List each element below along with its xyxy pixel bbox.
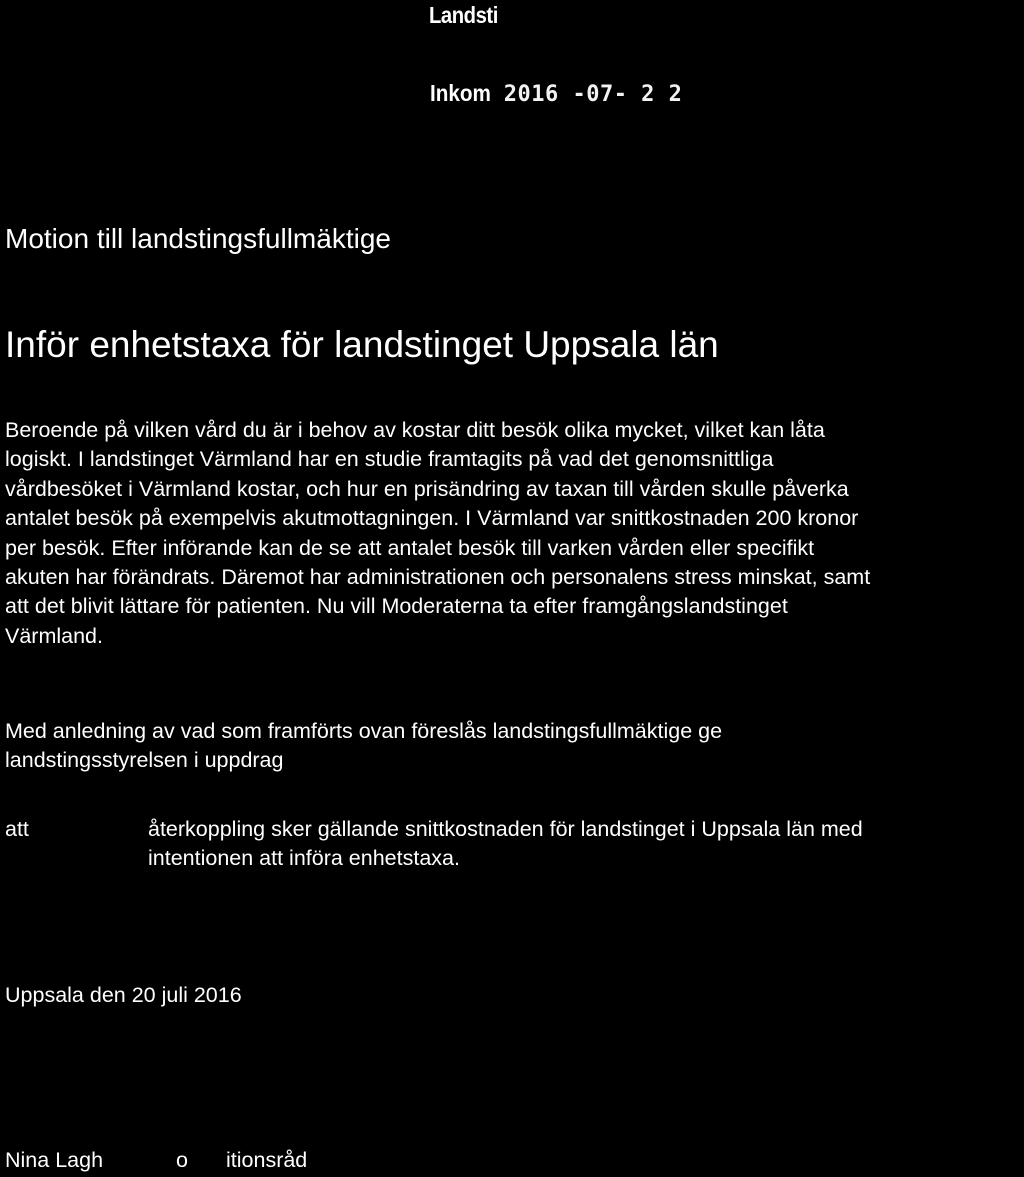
body-line: Beroende på vilken vård du är i behov av kostar ditt besök olika mycket, vilket kan låta	[5, 418, 825, 442]
body-line: antalet besök på exempelvis akutmottagningen. I Värmland var snittkostnaden 200 kronor	[5, 506, 859, 531]
request-paragraph	[5, 717, 722, 776]
body-line: per besök. Efter införande kan de se att antalet besök till varken vården eller specifikt	[5, 535, 815, 560]
request-line: landstingsstyrelsen i uppdrag	[5, 748, 284, 773]
body-line: logiskt. I landstinget Värmland har en studie framtagits på vad det genomsnittliga	[5, 447, 774, 472]
signature-line	[5, 1148, 307, 1173]
body-line: Värmland.	[5, 623, 103, 648]
request-line: Med anledning av vad som framförts ovan föreslås landstingsfullmäktige ge	[5, 719, 723, 743]
received-date: 2016 -07- 2 2	[503, 82, 683, 107]
registry-stamp-organization: Landsti	[429, 2, 498, 28]
att-clause-line: intentionen att införa enhetstaxa.	[148, 846, 460, 871]
body-line: akuten har förändrats. Däremot har administrationen och personalens stress minskat, samt	[5, 565, 871, 590]
registry-stamp	[430, 80, 682, 107]
signature-title: itionsråd	[226, 1148, 308, 1172]
document-title: Inför enhetstaxa för landstinget Uppsala län	[5, 324, 719, 365]
att-clause-line: återkoppling sker gällande snittkostnaden för landstinget i Uppsala län med	[148, 817, 863, 841]
received-label: Inkom	[430, 80, 491, 106]
att-clause-text	[148, 815, 863, 874]
body-line: vårdbesöket i Värmland kostar, och hur en prisändring av taxan till vården skulle påverka	[5, 476, 849, 501]
body-line: att det blivit lättare för patienten. Nu vill Moderaterna ta efter framgångslandstinget	[5, 594, 788, 619]
signature-name: Nina Lagh	[5, 1148, 104, 1172]
att-clause-keyword: att	[5, 817, 29, 841]
signature-fragment: o	[176, 1148, 188, 1172]
body-paragraph	[5, 416, 1015, 651]
document-type-heading: Motion till landstingsfullmäktige	[5, 223, 391, 254]
place-and-date: Uppsala den 20 juli 2016	[5, 983, 242, 1007]
